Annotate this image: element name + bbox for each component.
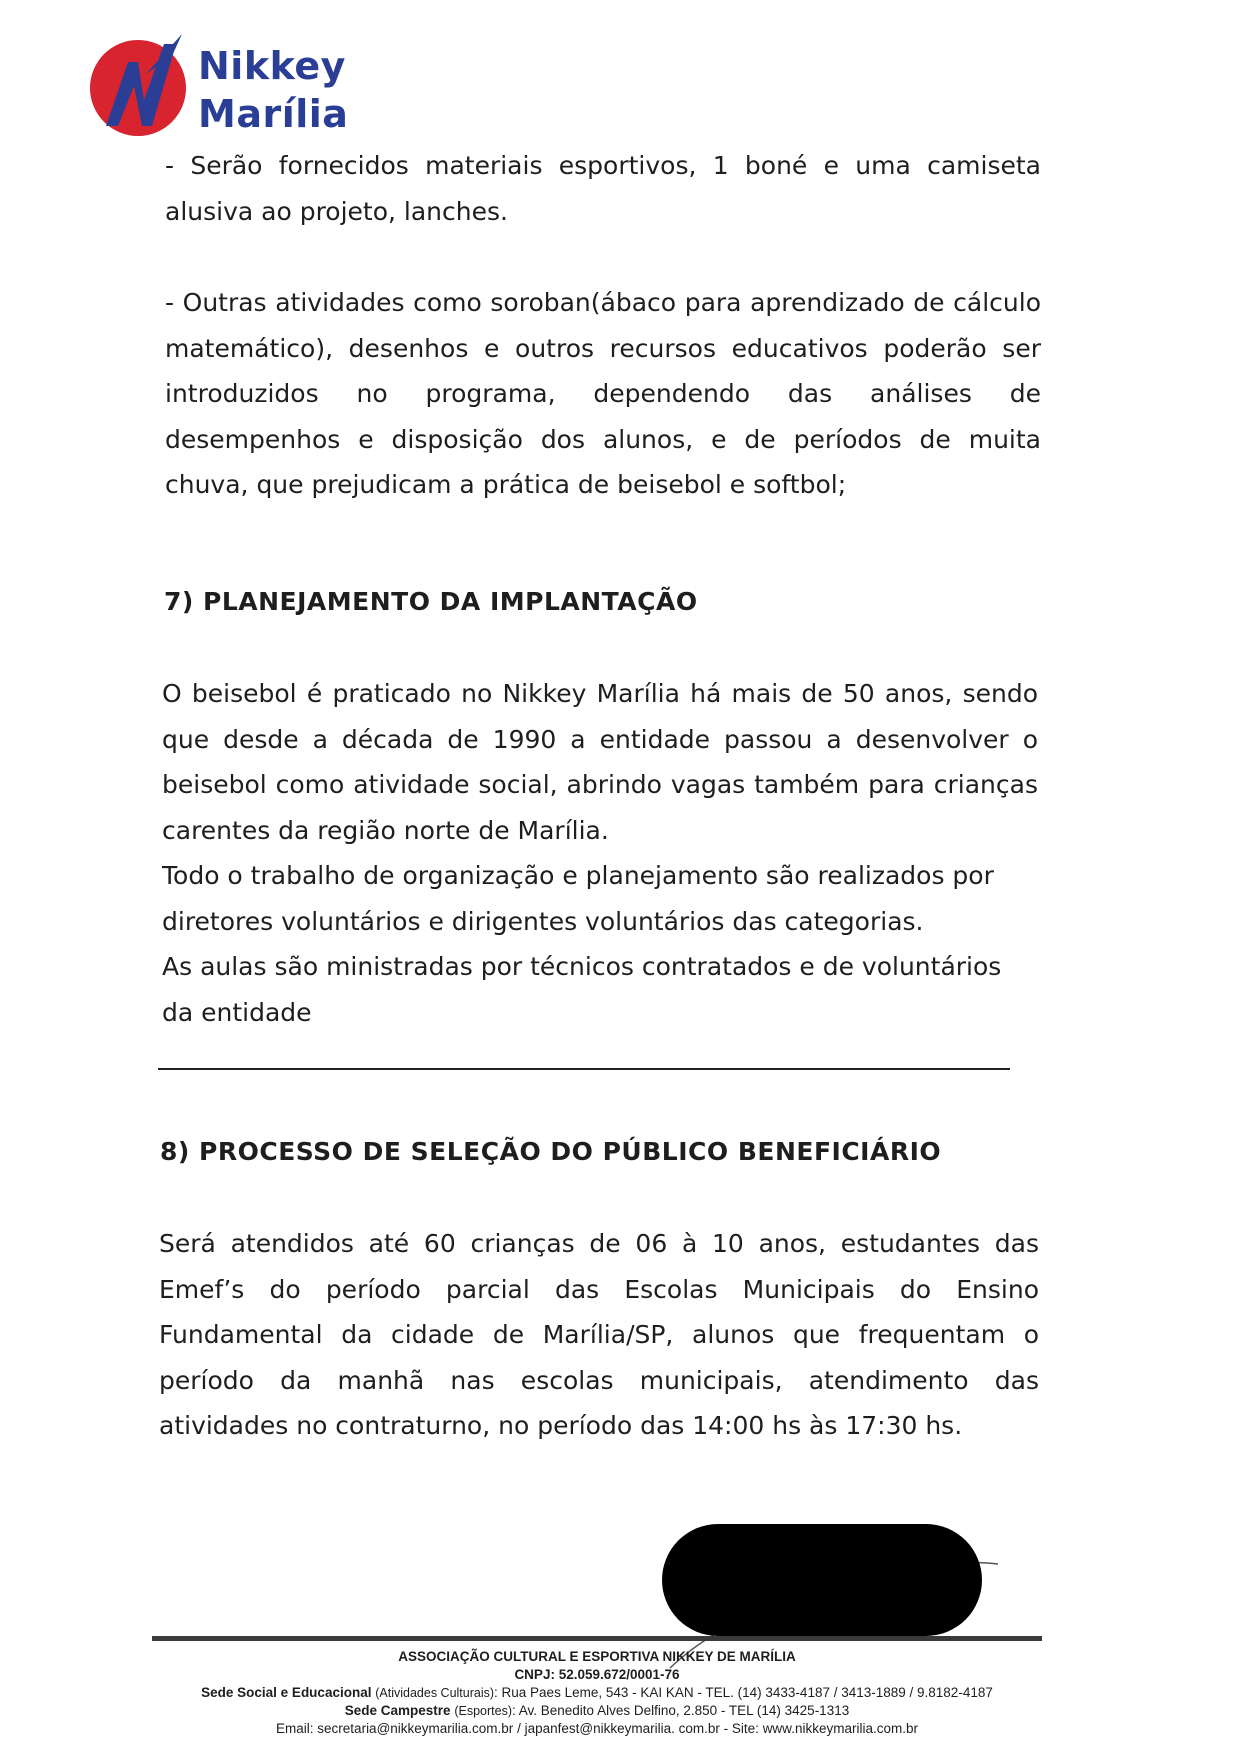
footer-sede-campestre <box>152 1702 1042 1720</box>
footer-cnpj: CNPJ: 52.059.672/0001-76 <box>514 1667 680 1682</box>
footer-sede-campestre-label: Sede Campestre <box>344 1703 451 1718</box>
section-divider <box>158 1068 1010 1070</box>
footer-sede-social <box>152 1684 1042 1702</box>
footer-org-name: ASSOCIAÇÃO CULTURAL E ESPORTIVA NIKKEY DE MARÍLIA <box>398 1649 796 1664</box>
section-8-paragraph-selection: Será atendidos até 60 crianças de 06 à 10 anos, estudantes das Emef’s do período parcial das Escolas Municipais do Ensino Fundamental da cidade de Marília/SP, alunos que frequentam o período da manhã nas escolas municipais, atendimento das atividades no contraturno, no período das 14:00 hs às 17:30 hs. <box>159 1229 1039 1440</box>
section-7-paragraph-history: O beisebol é praticado no Nikkey Marília há mais de 50 anos, sendo que desde a década de 1990 a entidade passou a desenvolver o beisebol como atividade social, abrindo vagas também para crianças carentes da região norte de Marília. <box>162 679 1038 845</box>
footer-sede-campestre-address: : Av. Benedito Alves Delfino, 2.850 - TEL (14) 3425-1313 <box>512 1703 850 1718</box>
footer-separator: / <box>517 1721 521 1736</box>
intro-paragraph-activities: - Outras atividades como soroban(ábaco para aprendizado de cálculo matemático), desenhos e outros recursos educativos poderão ser introduzidos no programa, dependendo das análises de desempenhos e disposição dos alunos, e de períodos de muita chuva, que prejudicam a prática de beisebol e softbol; <box>165 288 1041 499</box>
section-7-heading: 7) PLANEJAMENTO DA IMPLANTAÇÃO <box>164 587 698 616</box>
redacted-signature <box>662 1524 982 1636</box>
footer-site-label: - Site: <box>723 1721 759 1736</box>
footer-divider <box>152 1636 1042 1641</box>
organization-logo <box>86 34 356 144</box>
logo-line-1: Nikkey <box>198 44 346 88</box>
footer-email-label: Email: <box>276 1721 314 1736</box>
footer-email-japanfest[interactable]: japanfest@nikkeymarilia. com.br <box>524 1721 720 1736</box>
intro-paragraph-materials: - Serão fornecidos materiais esportivos, 1 boné e uma camiseta alusiva ao projeto, lanches. <box>165 151 1041 226</box>
footer-sede-social-label: Sede Social e Educacional <box>201 1685 372 1700</box>
logo-line-2: Marília <box>198 92 349 136</box>
nikkey-logo-mark-icon <box>86 34 190 138</box>
section-7-paragraph-classes: As aulas são ministradas por técnicos contratados e de voluntários da entidade <box>162 952 1002 1027</box>
footer-sede-social-address: : Rua Paes Leme, 543 - KAI KAN - TEL. (14) 3433-4187 / 3413-1889 / 9.8182-4187 <box>494 1685 993 1700</box>
section-8-heading: 8) PROCESSO DE SELEÇÃO DO PÚBLICO BENEFICIÁRIO <box>160 1137 942 1166</box>
footer-contacts <box>152 1720 1042 1738</box>
footer-sede-campestre-detail: (Esportes) <box>454 1704 512 1718</box>
footer-site-link[interactable]: www.nikkeymarilia.com.br <box>762 1721 918 1736</box>
section-7-paragraph-organization: Todo o trabalho de organização e planejamento são realizados por diretores voluntários e dirigentes voluntários das categorias. <box>162 861 994 936</box>
footer-email-secretaria[interactable]: secretaria@nikkeymarilia.com.br <box>317 1721 514 1736</box>
footer-sede-social-detail: (Atividades Culturais) <box>375 1686 495 1700</box>
logo-wordmark <box>198 42 348 138</box>
footer <box>152 1648 1042 1738</box>
